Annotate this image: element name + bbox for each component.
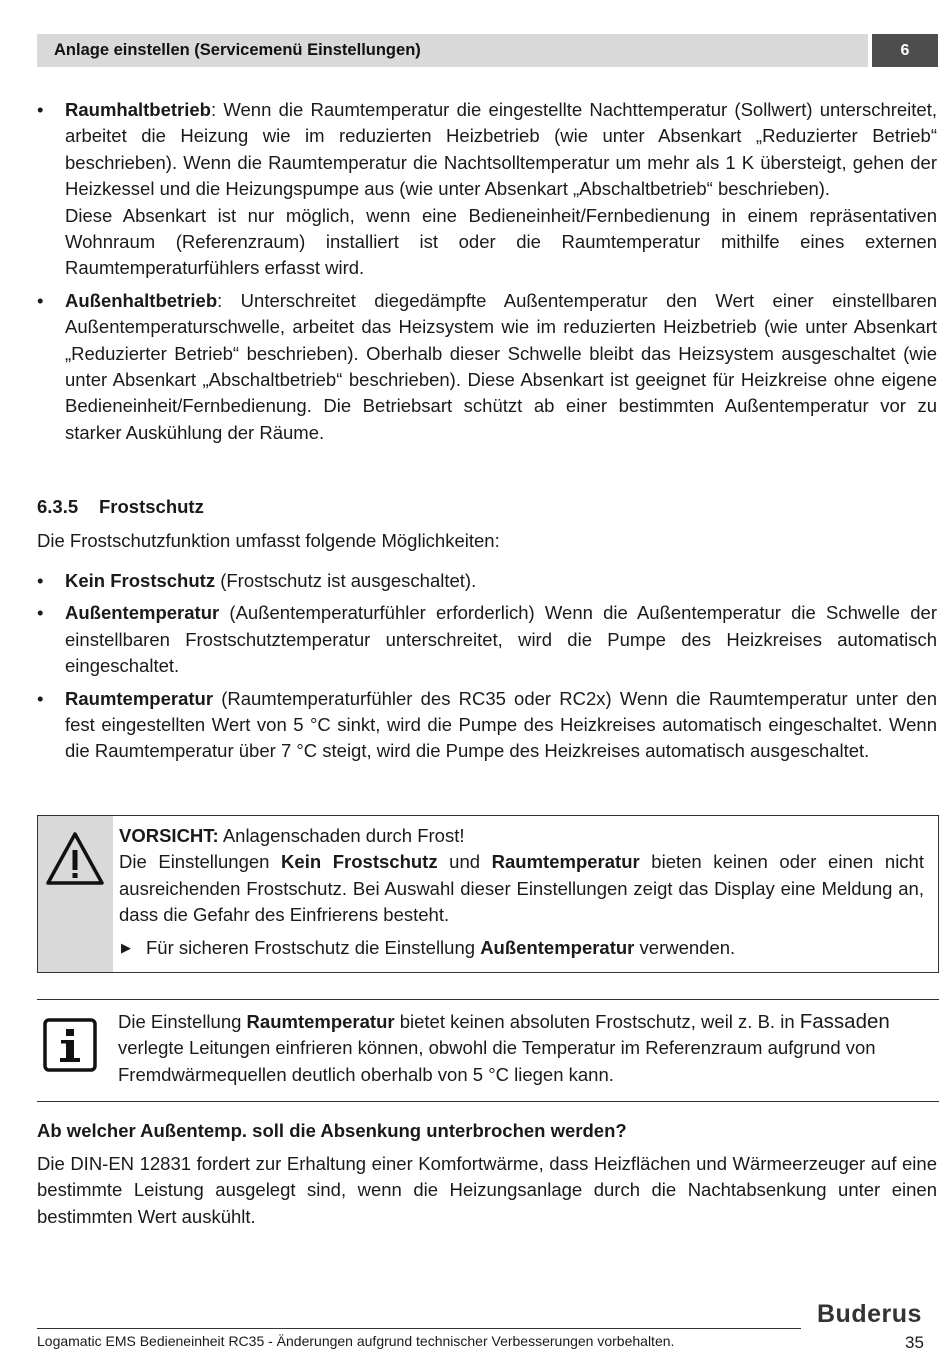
list-item-text: : Unterschreitet diegedämpfte Außentemperatur den Wert einer einstellbaren Außentemperaturschwelle, arbeitet das Heizsystem wie im reduzierten Heizbetrieb (wie unter Absenkart „Reduzierter Betrieb“ beschrieben). Oberhalb dieser Schwelle bleibt das Heizsystem ausgeschaltet (wie unter Absenkart „Abschaltbetrieb“ beschrieben). Diese Absenkart ist geeignet für Heizkreise ohne eigene Bedieneinheit/Fernbedienung. Die Betriebsart schützt ab einer bestimmten Außentemperatur vor zu starker Auskühlung der Räume.	[65, 289, 937, 443]
warning-body: Die Einstellungen	[119, 851, 282, 873]
bullet: •	[37, 570, 44, 591]
page-number: 35	[905, 1333, 924, 1352]
term-aussenhaltbetrieb: Außenhaltbetrieb	[65, 289, 218, 311]
info-term: Raumtemperatur	[246, 1011, 395, 1032]
warning-triangle-icon	[44, 830, 106, 888]
term-kein-frostschutz: Kein Frostschutz	[65, 570, 216, 591]
warning-body: und	[437, 851, 492, 873]
warning-sidebar	[38, 816, 113, 972]
section-heading	[37, 496, 204, 518]
list-item	[37, 97, 937, 282]
chapter-tab: 6	[872, 34, 938, 67]
question-heading: Ab welcher Außentemp. soll die Absenkung unterbrochen werden?	[37, 1120, 627, 1141]
info-body: bietet keinen absoluten Frostschutz, weil z. B. in	[394, 1011, 800, 1032]
question-text: Die DIN-EN 12831 fordert zur Erhaltung einer Komfortwärme, dass Heizflächen und Wärmeerzeuger auf eine bestimmte Leistung ausgelegt sind, wenn die Heizungsanlage durch die Nachtabsenkung unter einen bestimmten Wert auskühlt.	[37, 1153, 937, 1227]
warning-body: bieten keinen oder einen nicht ausreichenden Frostschutz. Bei Auswahl dieser Einstellungen zeigt das Display eine Meldung an, dass die Gefahr des Einfrierens besteht.	[119, 851, 924, 926]
list-item	[37, 288, 937, 446]
list-item-text: : Wenn die Raumtemperatur die eingestellte Nachttemperatur (Sollwert) unterschreitet, arbeitet die Heizung wie im reduzierten Heizbetrieb (wie unter Absenkart „Reduzierter Betrieb“ beschrieben). Wenn die Raumtemperatur die Nachtsolltemperatur um mehr als 1 K übersteigt, gehen der Heizkessel und die Heizungspumpe aus (wie unter Absenkart „Abschaltbetrieb“ beschrieben).	[65, 99, 937, 200]
warning-text	[119, 823, 924, 961]
warning-action	[119, 935, 924, 961]
header-title: Anlage einstellen (Servicemenü Einstellungen)	[54, 41, 421, 59]
term-aussentemperatur: Außentemperatur	[65, 602, 220, 624]
brand-logo: Buderus	[817, 1300, 922, 1328]
info-text	[118, 1009, 898, 1088]
warning-box	[37, 815, 939, 973]
warning-term: Kein Frostschutz	[281, 851, 438, 873]
warning-headline: Anlagenschaden durch Frost!	[218, 825, 465, 846]
list-item	[37, 600, 937, 679]
info-box	[37, 999, 939, 1102]
warning-term: Raumtemperatur	[491, 851, 640, 873]
bullet: •	[37, 687, 44, 709]
list-item-text: (Raumtemperaturfühler des RC35 oder RC2x) Wenn die Raumtemperatur unter den fest eingestellten Wert von 5 °C sinkt, wird die Pumpe des Heizkreises automatisch eingeschaltet. Wenn die Raumtemperatur über 7 °C steigt, wird die Pumpe des Heizkreises automatisch ausgeschaltet.	[65, 687, 937, 762]
info-body: Die Einstellung	[118, 1011, 247, 1032]
bullet: •	[37, 289, 44, 311]
bullet: •	[37, 602, 44, 624]
action-text: Für sicheren Frostschutz die Einstellung	[146, 936, 481, 958]
list-item-text: (Außentemperaturfühler erforderlich) Wenn die Außentemperatur die Schwelle der einstellbaren Frostschutztemperatur unterschreitet, wird die Pumpe des Heizkreises automatisch eingeschaltet.	[65, 602, 937, 677]
footer-text: Logamatic EMS Bedieneinheit RC35 - Änderungen aufgrund technischer Verbesserungen vorbehalten.	[37, 1333, 675, 1349]
section-intro: Die Frostschutzfunktion umfasst folgende Möglichkeiten:	[37, 530, 500, 551]
info-body: verlegte Leitungen einfrieren können, obwohl die Temperatur im Referenzraum aufgrund von Fremdwärmequellen deutlich oberhalb von 5 °C liegen kann.	[118, 1037, 876, 1085]
info-body: Fassaden	[799, 1010, 890, 1033]
section-number: 6.3.5	[37, 496, 79, 517]
action-text: verwenden.	[634, 936, 736, 958]
section-title: Frostschutz	[99, 496, 204, 517]
list-item-text-2: Diese Absenkart ist nur möglich, wenn eine Bedieneinheit/Fernbedienung in einem repräsentativen Wohnraum (Referenzraum) installiert ist oder die Raumtemperatur mithilfe eines externen Raumtemperaturfühlers erfasst wird.	[65, 204, 937, 279]
term-raumhaltbetrieb: Raumhaltbetrieb	[65, 99, 211, 120]
list-item	[37, 686, 937, 765]
arrow-right-icon: ▶	[121, 939, 131, 955]
absenkart-list	[37, 97, 937, 452]
term-raumtemperatur: Raumtemperatur	[65, 687, 214, 709]
info-icon	[43, 1018, 97, 1072]
list-item-text: (Frostschutz ist ausgeschaltet).	[215, 570, 477, 591]
warning-label: VORSICHT:	[119, 825, 219, 846]
frost-list	[37, 568, 937, 771]
action-term: Außentemperatur	[480, 936, 635, 958]
footer-rule	[37, 1328, 801, 1329]
bullet: •	[37, 99, 44, 120]
list-item	[37, 568, 937, 594]
